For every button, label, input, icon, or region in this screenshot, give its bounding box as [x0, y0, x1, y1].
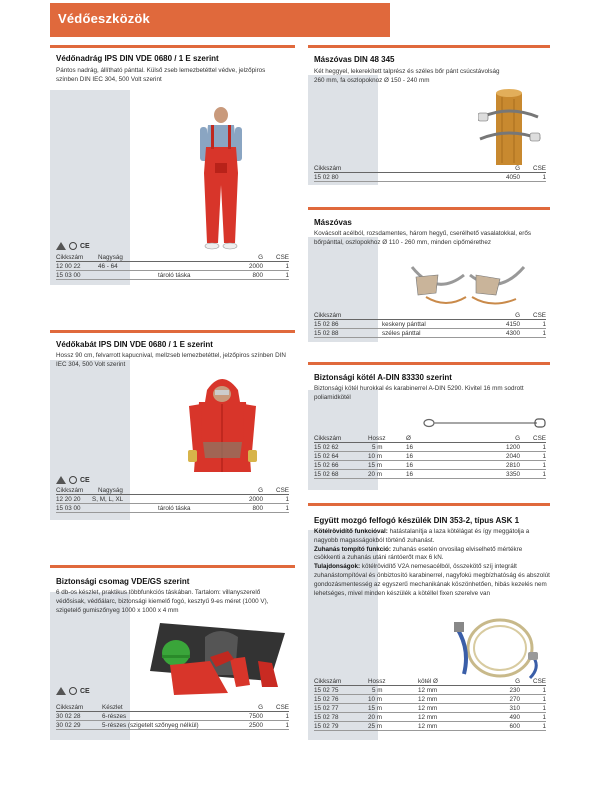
cell: 1 [542, 330, 546, 337]
cell: 12 mm [418, 705, 438, 712]
cell: 1 [285, 713, 289, 720]
cell: 15 03 00 [56, 272, 81, 279]
cell: 6-részes [102, 713, 127, 720]
cell: 2500 [248, 722, 263, 729]
certification-icons [56, 476, 90, 484]
page-title: Védőeszközök [58, 11, 150, 26]
warning-triangle-icon [56, 242, 66, 250]
cell: 7500 [248, 713, 263, 720]
cell: 1 [542, 723, 546, 730]
cell: 270 [509, 696, 520, 703]
fall-arrester-image [450, 608, 546, 680]
header-cell: G [515, 678, 520, 685]
header-cell: Cikkszám [314, 678, 342, 685]
cell: 46 - 64 [98, 263, 118, 270]
section-divider [50, 565, 295, 568]
table-row [314, 452, 546, 461]
header-cell: CSE [533, 435, 546, 442]
cell: tároló táska [158, 272, 191, 279]
cell: 15 m [368, 462, 382, 469]
cell: tároló táska [158, 505, 191, 512]
cell: 15 02 76 [314, 696, 339, 703]
trousers-image [190, 103, 252, 253]
header-cell: Ø [406, 435, 411, 442]
table-row [314, 686, 546, 695]
cell: 3350 [505, 471, 520, 478]
header-cell: Cikkszám [56, 254, 84, 261]
table-row [56, 271, 289, 280]
gs-mark-icon [69, 476, 77, 484]
cell: 1 [285, 272, 289, 279]
ce-mark-icon: CE [80, 242, 90, 250]
cell: 16 [406, 444, 414, 451]
page-header [50, 3, 390, 37]
cell: 230 [509, 687, 520, 694]
table-header [56, 253, 289, 262]
feature-text: kötélrövidítő V2A nemesacélból, összekötő szíj integrált zuhanástompítóval és önbiztosító karabinerrel, nagyfokú megbízhatóság és abszolút gondozásmentesség az egyszerű mechanikának köszönhetően, hibás kezelés nem lehetséges, mivel minden készülék a kötéllel fixen szerelve van [314, 563, 550, 597]
gs-mark-icon [69, 687, 77, 695]
cell: 4300 [505, 330, 520, 337]
header-cell: CSE [533, 312, 546, 319]
header-cell: G [515, 435, 520, 442]
header-cell: Nagyság [98, 254, 123, 261]
section-description: Két heggyel, lekerekített talprész és széles bőr pánt csúcstávolság 260 mm, fa oszlopoknoz Ø 150 - 240 mm [314, 68, 500, 84]
cell: 15 02 77 [314, 705, 339, 712]
cell: 1 [285, 496, 289, 503]
section-trousers [50, 45, 295, 285]
cell: 1 [542, 462, 546, 469]
table-header [314, 164, 546, 173]
section-divider [308, 207, 550, 210]
section-description: 6 db-os készlet, praktikus többfunkciós táskában. Tartalom: villanyszerelő védősisak, védőálarc, biztonsági kiemelő fogó, kesztyű 9-es méret (1000 V), szigetelő gumiszőnyeg 1000 x 1000 x 4 mm [56, 589, 269, 614]
section-title: Védőnadrág IPS DIN VDE 0680 / 1 E szerint [56, 54, 219, 63]
section-title: Mászóvas DIN 48 345 [314, 55, 395, 64]
section-description: Kovácsolt acélból, rozsdamentes, három hegyű, cserélhető vasalatokkal, erős bőrpánttal, oszlopokhoz Ø 110 - 260 mm, minden cipőmérethez [314, 230, 532, 246]
cell: 800 [252, 505, 263, 512]
cell: 15 02 78 [314, 714, 339, 721]
header-cell: CSE [533, 165, 546, 172]
cell: 1 [542, 705, 546, 712]
cell: 800 [252, 272, 263, 279]
cell: széles pánttal [382, 330, 421, 337]
cell: 1 [542, 471, 546, 478]
cell: 1 [542, 444, 546, 451]
cell: 5 m [372, 687, 383, 694]
cell: keskeny pánttal [382, 321, 426, 328]
cell: 600 [509, 723, 520, 730]
table-row [314, 695, 546, 704]
cell: 1 [285, 505, 289, 512]
cell: 30 02 28 [56, 713, 81, 720]
table-row [314, 713, 546, 722]
cell: 1 [542, 321, 546, 328]
feature-text: hatástalanítja a laza kötélágat és így meggátolja a nagyobb magasságokból történő zuhanást. [314, 528, 530, 544]
ce-mark-icon: CE [80, 476, 90, 484]
cell: 12 20 20 [56, 496, 81, 503]
section-description: Pántos nadrág, állítható pánttal. Külső zseb lemezbetéttel védve, jelzőpiros színben DIN IEC 304, 500 Volt szerint [56, 67, 266, 83]
cell: 2810 [505, 462, 520, 469]
cell: 15 02 64 [314, 453, 339, 460]
certification-icons [56, 242, 90, 250]
section-climbing-iron-din [308, 45, 550, 185]
cell: 310 [509, 705, 520, 712]
jacket-image [185, 372, 260, 482]
feature-text: zuhanás esetén orvosilag elviselhető mértékre csökkenti a zuhanás utáni rántóerőt max 6 kN. [314, 545, 523, 562]
section-safety-kit [50, 565, 295, 740]
cell: 4150 [505, 321, 520, 328]
section-divider [50, 330, 295, 333]
header-cell: CSE [533, 678, 546, 685]
cell: 15 02 79 [314, 723, 339, 730]
cell: 10 m [368, 453, 382, 460]
ce-mark-icon: CE [80, 687, 90, 695]
section-title: Együtt mozgó felfogó készülék DIN 353-2, típus ASK 1 [314, 516, 520, 525]
section-climbing-iron [308, 207, 550, 342]
cell: 20 m [368, 471, 382, 478]
header-cell: Cikkszám [56, 704, 84, 711]
cell: 1200 [505, 444, 520, 451]
cell: S, M, L, XL [92, 496, 124, 503]
cell: 15 02 80 [314, 174, 339, 181]
cell: 15 02 88 [314, 330, 339, 337]
cell: 2000 [248, 496, 263, 503]
header-cell: Nagyság [98, 487, 123, 494]
cell: 25 m [368, 723, 382, 730]
section-fall-arrester [308, 503, 550, 740]
feature-label: Zuhanás tompító funkció: [314, 545, 391, 553]
header-cell: CSE [276, 487, 289, 494]
table-row [314, 461, 546, 470]
cell: 2000 [248, 263, 263, 270]
table-row [314, 329, 546, 338]
cell: 12 mm [418, 723, 438, 730]
section-title: Mászóvas [314, 218, 352, 227]
climbing-iron-image [406, 257, 531, 312]
cell: 12 00 22 [56, 263, 81, 270]
cell: 5 m [372, 444, 383, 451]
section-title: Védőkabát IPS DIN VDE 0680 / 1 E szerint [56, 340, 213, 349]
header-cell: Cikkszám [56, 487, 84, 494]
header-cell: Cikkszám [314, 165, 342, 172]
cell: 12 mm [418, 714, 438, 721]
header-cell: CSE [276, 254, 289, 261]
cell: 15 02 75 [314, 687, 339, 694]
header-cell: G [258, 704, 263, 711]
table-header [56, 703, 289, 712]
cell: 1 [542, 687, 546, 694]
table-header [314, 434, 546, 443]
cell: 490 [509, 714, 520, 721]
cell: 1 [542, 174, 546, 181]
certification-icons [56, 687, 90, 695]
cell: 16 [406, 471, 414, 478]
header-cell: CSE [276, 704, 289, 711]
cell: 1 [542, 714, 546, 721]
table-header [56, 486, 289, 495]
table-header [314, 311, 546, 320]
cell: 5-részes (szigetelt szőnyeg nélkül) [102, 722, 199, 729]
header-cell: Cikkszám [314, 435, 342, 442]
header-cell: Készlet [102, 704, 123, 711]
table-row [314, 173, 546, 182]
header-cell: G [515, 165, 520, 172]
cell: 16 [406, 453, 414, 460]
section-divider [308, 362, 550, 365]
climbing-iron-image [478, 87, 543, 167]
section-jacket [50, 330, 295, 520]
cell: 10 m [368, 696, 382, 703]
header-cell: G [258, 254, 263, 261]
cell: 4050 [505, 174, 520, 181]
section-safety-rope [308, 362, 550, 490]
table-row [314, 443, 546, 452]
header-cell: G [258, 487, 263, 494]
table-row [56, 721, 289, 730]
gs-mark-icon [69, 242, 77, 250]
cell: 16 [406, 462, 414, 469]
safety-kit-image [110, 615, 290, 695]
feature-label: Kötélrövidítő funkcióval: [314, 528, 388, 535]
header-cell: G [515, 312, 520, 319]
cell: 15 02 86 [314, 321, 339, 328]
table-row [314, 320, 546, 329]
header-cell: Hossz [368, 435, 386, 442]
cell: 15 02 68 [314, 471, 339, 478]
table-row [56, 262, 289, 271]
cell: 2040 [505, 453, 520, 460]
section-title: Biztonsági csomag VDE/GS szerint [56, 577, 190, 586]
table-row [314, 470, 546, 479]
cell: 12 mm [418, 696, 438, 703]
cell: 1 [285, 722, 289, 729]
cell: 15 02 62 [314, 444, 339, 451]
cell: 30 02 29 [56, 722, 81, 729]
header-cell: kötél Ø [418, 678, 438, 685]
table-row [56, 504, 289, 513]
cell: 15 03 00 [56, 505, 81, 512]
warning-triangle-icon [56, 476, 66, 484]
header-cell: Hossz [368, 678, 386, 685]
cell: 1 [285, 263, 289, 270]
header-cell: Cikkszám [314, 312, 342, 319]
table-row [314, 704, 546, 713]
section-divider [308, 45, 550, 48]
section-description: Hossz 90 cm, felvarrott kapucnival, mellzseb lemezbetéttel, jelzőpiros színben DIN IEC 304, 500 Volt szerint [56, 352, 286, 368]
warning-triangle-icon [56, 687, 66, 695]
section-divider [308, 503, 550, 506]
table-row [56, 495, 289, 504]
cell: 12 mm [418, 687, 438, 694]
section-title: Biztonsági kötél A-DIN 83330 szerint [314, 373, 452, 382]
cell: 20 m [368, 714, 382, 721]
section-divider [50, 45, 295, 48]
cell: 1 [542, 696, 546, 703]
table-row [56, 712, 289, 721]
section-description [314, 528, 550, 598]
feature-label: Tulajdonságok: [314, 563, 361, 571]
cell: 1 [542, 453, 546, 460]
cell: 15 02 66 [314, 462, 339, 469]
table-row [314, 722, 546, 731]
safety-rope-image [423, 416, 548, 430]
table-header [314, 677, 546, 686]
cell: 15 m [368, 705, 382, 712]
section-description: Biztonsági kötél hurokkal és karabinerrel A-DIN 5290. Kivitel 16 mm sodrott poliamidkötél [314, 385, 524, 401]
